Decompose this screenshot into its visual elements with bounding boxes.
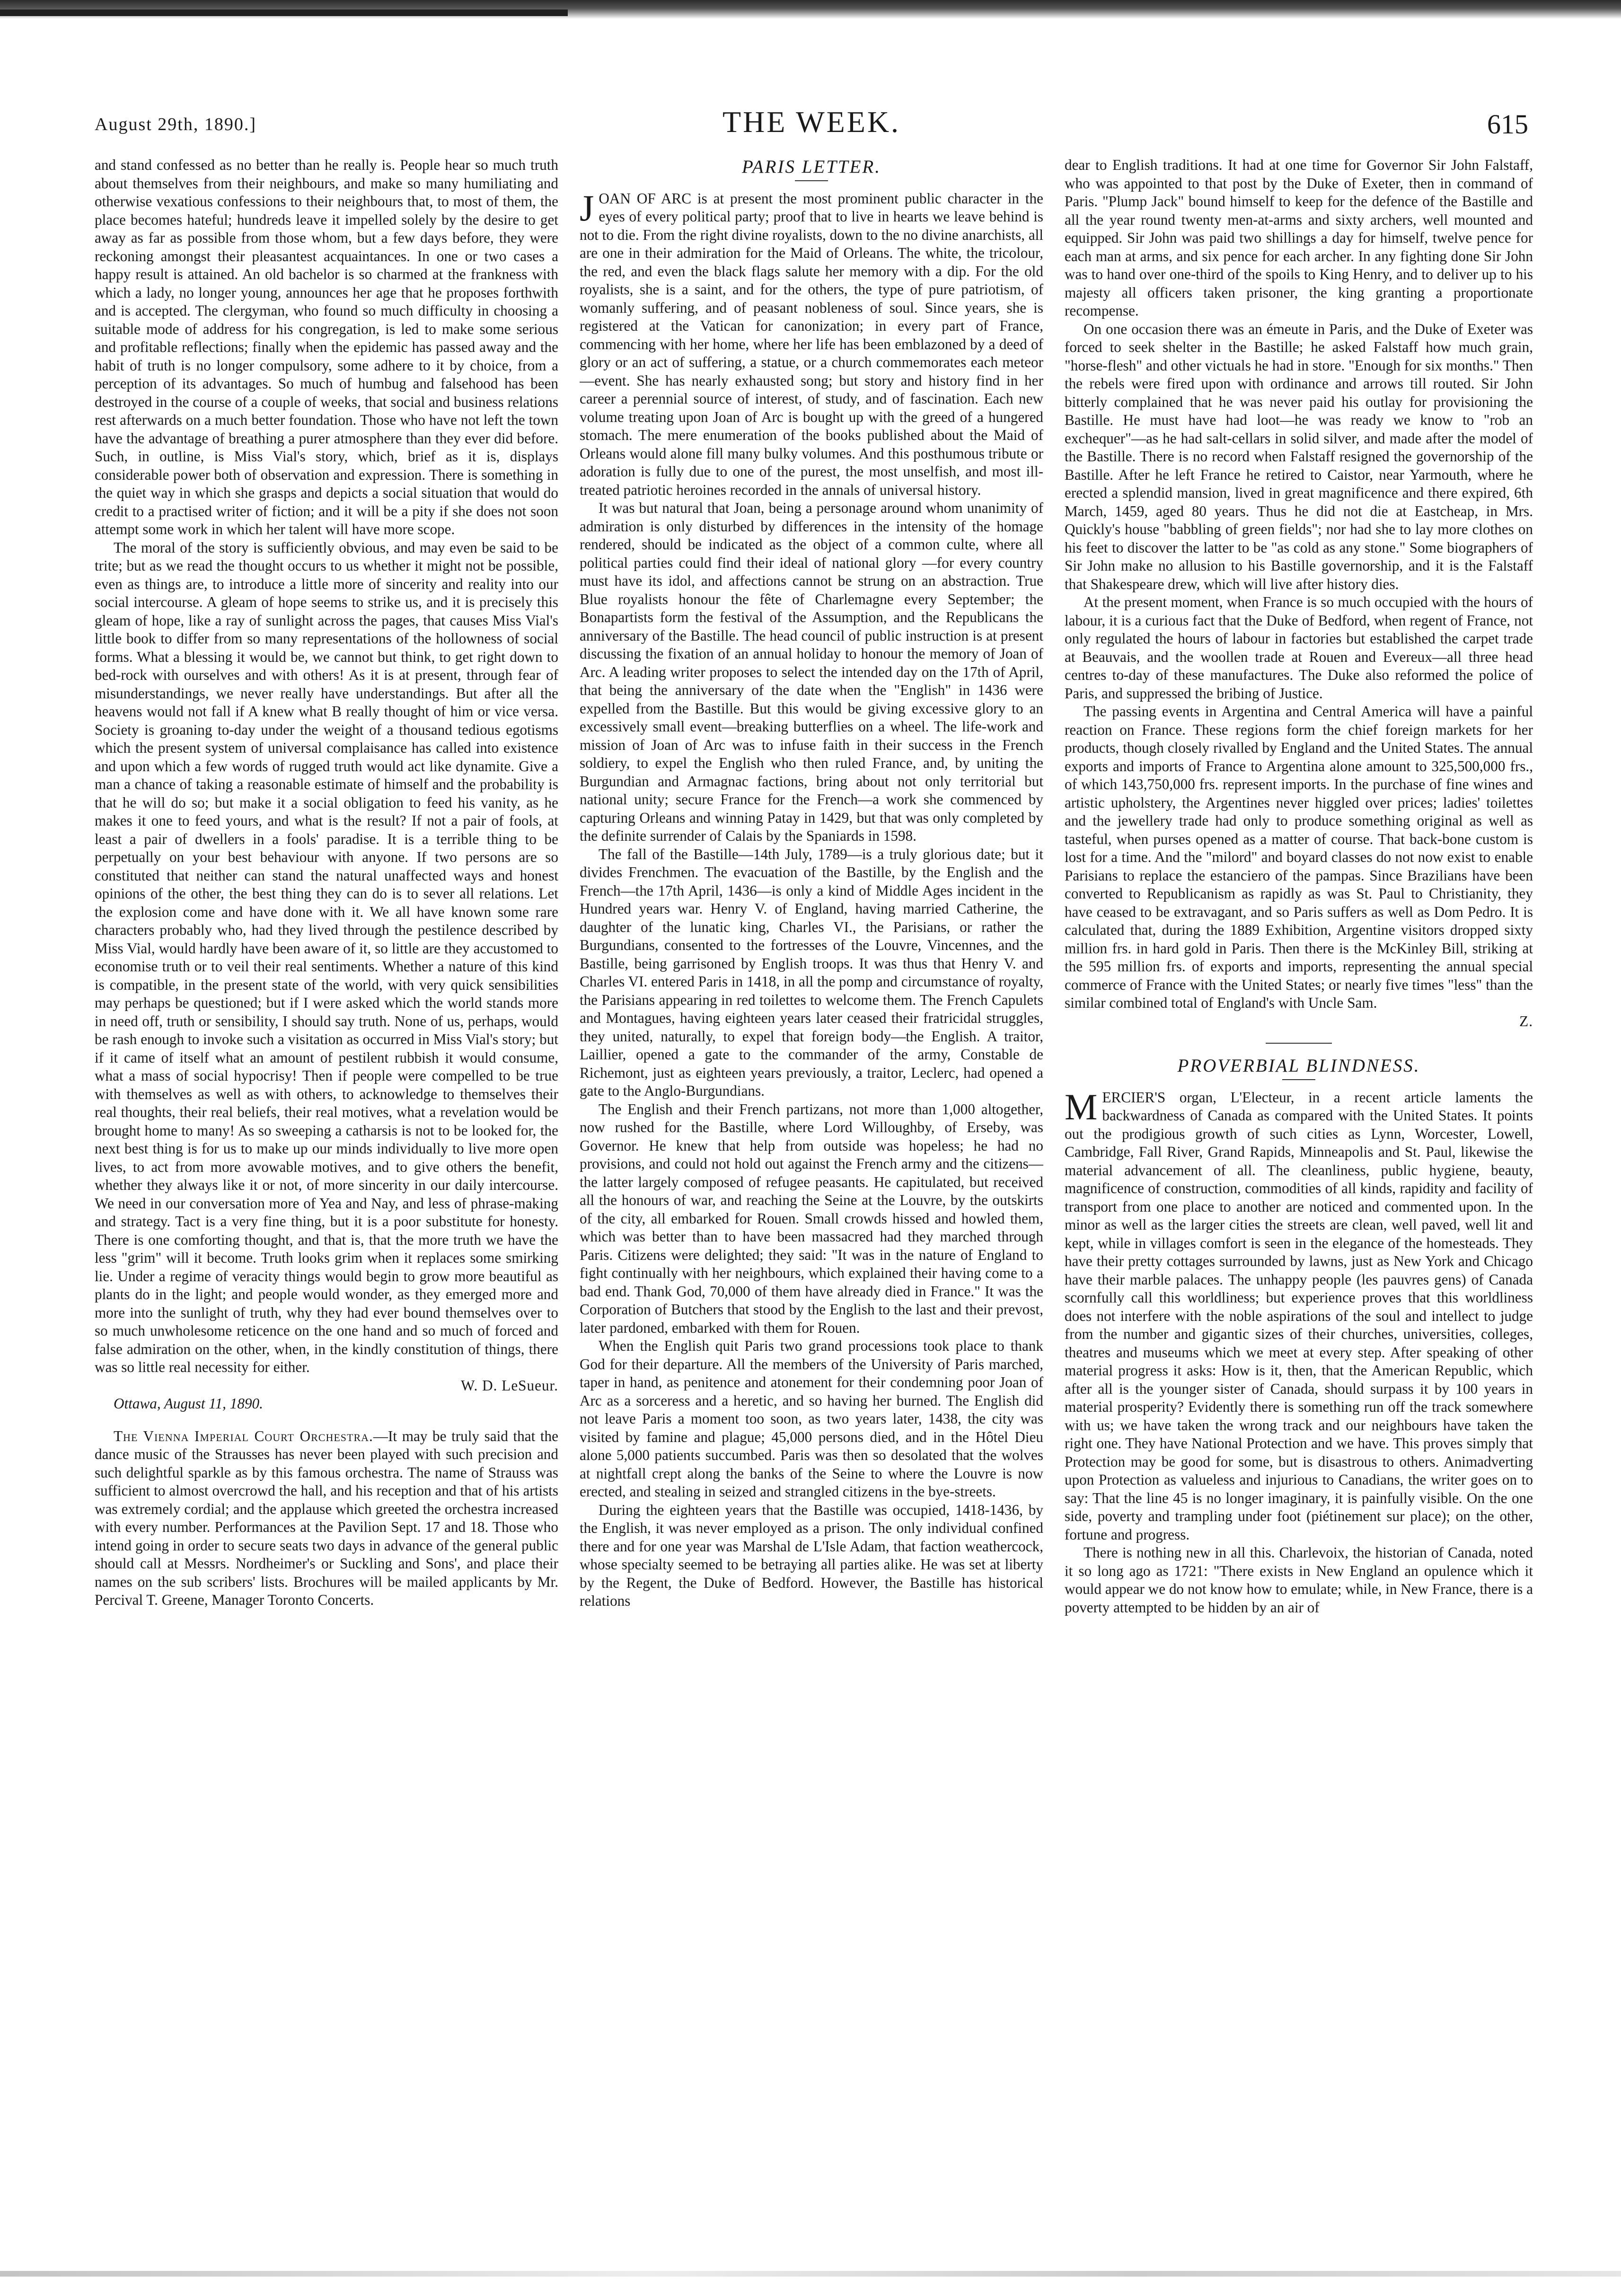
orchestra-notice xyxy=(95,1427,558,1610)
orchestra-notice-lead: The Vienna Imperial Court Orchestra. xyxy=(114,1427,373,1444)
paragraph: At the present moment, when France is so much occupied with the hours of labour, it is a curious fact that the Duke of Bedford, when regent of France, not only regulated the hours of labour in factories but established the carpet trade at Beauvais, and the woollen trade at Rouen and Evereux—all three head centres to-day of these manufactures. The Duke also reformed the police of Paris, and suppressed the bribing of Justice. xyxy=(1065,594,1533,702)
publication-title: THE WEEK. xyxy=(722,105,901,139)
orchestra-notice-text: —It may be truly said that the dance music of the Strausses has never been played with such precision and such delightful sparkle as by this famous orchestra. The name of Strauss was sufficient to almost overcrowd the hall, and his reception and that of his artists was extremely cordial; and the applause which greeted the orchestra increased with every number. Performances at the Pavilion Sept. 17 and 18. Those who intend going in order to secure seats two days in advance of the general public should call at Messrs. Nordheimer's or Suckling and Sons', and place their names on the sub scribers' lists. Brochures will be mailed applicants by Mr. Percival T. Greene, Manager Toronto Concerts. xyxy=(95,1427,558,1608)
paragraph: When the English quit Paris two grand processions took place to thank God for their departure. All the members of the University of Paris marched, taper in hand, as penitence and atonement for their condemning poor Joan of Arc as a sorceress and a heretic, and so having her burned. The English did not leave Paris a moment too soon, as two years later, 1438, the city was visited by famine and plague; 45,000 persons died, and in the Hôtel Dieu alone 5,000 patients succumbed. Paris was then so desolated that the wolves at nightfall crept along the banks of the Seine to where the Louvre is now erected, and stealing in seized and strangled citizens in the bye-streets. xyxy=(580,1337,1043,1500)
section-rule xyxy=(1266,1043,1332,1044)
column-1 xyxy=(95,156,558,2257)
column-3 xyxy=(1065,156,1533,2257)
paragraph: and stand confessed as no better than he really is. People hear so much truth about themselves from their neighbours, and make so many humiliating and otherwise vexatious confessions to their neighbours that, to most of them, the place becomes hateful; hundreds leave it impelled solely by the desire to get away as far as possible from those whom, but a few days before, they were reckoning amongst their pleasantest acquaintances. In one or two cases a happy result is attained. An old bachelor is so charmed at the frankness with which a lady, no longer young, announces her age that he proposes forthwith and is accepted. The clergyman, who found so much difficulty in choosing a suitable mode of address for his congregation, is led to make some serious and profitable reflections; finally when the epidemic has passed away and the habit of truth is no longer compulsory, some adhere to it by choice, from a perception of its advantages. So much of humbug and falsehood has been destroyed in the course of a couple of weeks, that social and business relations rest afterwards on a much better foundation. Those who have not left the town have the advantage of breathing a purer atmosphere than they ever did before. Such, in outline, is Miss Vial's story, which, brief as it is, displays considerable power both of observation and expression. There is something in the quiet way in which she grasps and depicts a social situation that would do credit to a practised writer of fiction; and it will be a pity if she does not soon attempt some work in which her talent will have more scope. xyxy=(95,157,558,537)
paragraph: The passing events in Argentina and Central America will have a painful reaction on France. These regions form the chief foreign markets for her products, though closely rivalled by England and the United States. The annual exports and imports of France to Argentina alone amount to 325,500,000 frs., of which 143,750,000 frs. represent imports. In the purchase of fine wines and artistic upholstery, the Argentines never higgled over prices; ladies' toilettes and the jewellery trade had only to produce something original as well as tasteful, when purses opened as a matter of course. That back-bone custom is lost for a time. And the "milord" and boyard classes do not now exist to enable Parisians to replace the estanciero of the pampas. Since Brazilians have been converted to Republicanism as rapidly as was St. Paul to Christianity, they have ceased to be extravagant, and so Paris suffers as well as Dom Pedro. It is calculated that, during the 1889 Exhibition, Argentine visitors dropped sixty million frs. in hard gold in Paris. Then there is the McKinley Bill, striking at the 595 million frs. of exports and imports, representing the annual special commerce of France with the United States; or nearly five times "less" than the similar combined total of England's with Uncle Sam. xyxy=(1065,703,1533,1011)
proverbial-blindness-heading: PROVERBIAL BLINDNESS. xyxy=(1177,1056,1420,1076)
bottom-scan-band xyxy=(0,2271,1621,2277)
paragraph: MERCIER'S organ, L'Electeur, in a recent article laments the backwardness of Canada as compared with the United States. It points out the prodigious growth of such cities as Lynn, Worcester, Lowell, Cambridge, Fall River, Grand Rapids, Minneapolis and St. Paul, likewise the material advancement of all. The cleanliness, public hygiene, beauty, magnificence of construction, commodities of all kinds, rapidity and facility of transport from one place to another are noticed and commented upon. In the minor as well as the larger cities the streets are clean, well paved, well lit and kept, while in villages comfort is seen in the elegance of the homesteads. They have their pretty cottages surrounded by lawns, just as New York and Chicago have their marble palaces. The unhappy people (les pauvres gens) of Canada scornfully call this worldliness; but experience proves that this worldliness does not interfere with the noble aspirations of the soul and intellect to judge from the number and gigantic sizes of their churches, universities, colleges, theatres and museums which we meet at every step. After speaking of other material progress it asks: How is it, then, that the American Republic, which after all is the younger sister of Canada, should surpass it by 100 years in material prosperity? Evidently there is something run off the track somewhere with us; we have taken the wrong track and our neighbours have taken the right one. They have National Protection and we have. This proves simply that Protection may be good for some, but is disastrous to others. Animadverting upon Protection as valueless and injurious to Canadians, the writer goes on to say: That the line 45 is no longer imaginary, it is painfully visible. On the one side, poverty and trampling under foot (piétinement sur place); on the other, fortune and progress. xyxy=(1065,1086,1533,1543)
author-signature: W. D. LeSueur. xyxy=(460,1377,558,1394)
column-2 xyxy=(580,156,1043,2257)
paragraph: JOAN OF ARC is at present the most prominent public character in the eyes of every political party; proof that to live in hearts we leave behind is not to die. From the right divine royalists, down to the no divine anarchists, all are one in their admiration for the Maid of Orleans. The white, the tricolour, the red, and even the black flags salute her memory with a dip. For the old royalists, she is a saint, and for the others, the type of pure patriotism, of womanly suffering, and of peasant nobleness of soul. Since years, she is registered at the Vatican for canonization; in every part of France, commencing with her home, where her life has been emblazoned by a deed of glory or an act of suffering, a statue, or a church commemorates each meteor—event. She has nearly exhausted song; but story and history find in her career a perennial source of interest, of study, and of fascination. Each new volume treating upon Joan of Arc is bought up with the greed of a hungered stomach. The mere enumeration of the books published about the Maid of Orleans would alone fill many bulky volumes. And this posthumous tribute or adoration is fully due to one of the purest, the most unselfish, and most ill-treated patriotic heroines recorded in the annals of universal history. xyxy=(580,187,1043,498)
dateline: Ottawa, August 11, 1890. xyxy=(114,1395,263,1412)
paragraph: During the eighteen years that the Bastille was occupied, 1418-1436, by the English, it was never employed as a prison. The only individual confined there and for one year was Marshal de L'Isle Adam, that faction weathercock, whose specialty seemed to be betraying all parties alike. He was set at liberty by the Regent, the Duke of Bedford. However, the Bastille has historical relations xyxy=(580,1501,1043,1609)
paris-letter-heading: PARIS LETTER. xyxy=(742,157,881,177)
heading-rule xyxy=(795,180,828,181)
page-header xyxy=(95,102,1528,144)
top-scan-rule xyxy=(0,9,568,16)
paragraph: It was but natural that Joan, being a personage around whom unanimity of admiration is only disturbed by differences in the intensity of the homage rendered, should be indicated as the object of a common culte, where all political parties could find their ideal of national glory —for every country must have its idol, and affections cannot be strung on an abstraction. True Blue royalists honour the fête of Charlemagne every September; the Bonapartists form the festival of the Assumption, and the Republicans the anniversary of the Bastille. The head council of public instruction is at present discussing the fixation of an annual holiday to honour the memory of Joan of Arc. A leading writer proposes to select the intended day on the 17th of April, that being the anniversary of the date when the "English" in 1436 were expelled from the Bastille. But this would be giving excessive glory to an excessively small event—breaking butterflies on a wheel. The life-work and mission of Joan of Arc was to infuse faith in their success in the French soldiery, to expel the English who then ruled France, and, by uniting the Burgundian and Armagnac factions, bring about not only territorial but national unity; secure France for the French—a work she commenced by capturing Orleans and winning Patay in 1429, but that was only completed by the definite surrender of Calais by the Spaniards in 1598. xyxy=(580,500,1043,844)
paragraph: The fall of the Bastille—14th July, 1789—is a truly glorious date; but it divides Frenchmen. The evacuation of the Bastille, by the English and the French—the 17th April, 1436—is only a kind of Middle Ages incident in the Hundred years war. Henry V. of England, having married Catherine, the daughter of the lunatic king, Charles VI., the Parisians, or rather the Burgundians, consented to the fortresses of the Louvre, Vincennes, and the Bastille, being garrisoned by English troops. It was thus that Henry V. and Charles VI. entered Paris in 1418, in all the pomp and circumstance of royalty, the Parisians appearing in red toilettes to welcome them. The French Capulets and Montagues, having eighteen years later ceased their fratricidal struggles, they united, naturally, to expel that foreign body—the English. A traitor, Laillier, opened a gate to the commander of the army, Constable de Richemont, just as eighteen years previously, a traitor, Leclerc, had opened a gate to the Anglo-Burgundians. xyxy=(580,845,1043,1099)
paragraph: The English and their French partizans, not more than 1,000 altogether, now rushed for the Bastille, where Lord Willoughby, of Erseby, was Governor. He knew that help from outside was hopeless; he had no provisions, and could not hold out against the French army and the citizens—the latter largely composed of refugee peasants. He capitulated, but received all the honours of war, and reaching the Seine at the Louvre, by the outskirts of the city, all embarked for Rouen. Small crowds hissed and howled them, which was better than to have been massacred had they marched through Paris. Citizens were delighted; they said: "It was in the nature of England to fight continually with her neighbours, which explained their having come to a bad end. Thank God, 70,000 of them have already died in France." It was the Corporation of Butchers that stood by the English to the last and their prevost, later pardoned, embarked with them for Rouen. xyxy=(580,1100,1043,1336)
heading-rule xyxy=(1282,1079,1315,1080)
paragraph: On one occasion there was an émeute in Paris, and the Duke of Exeter was forced to seek shelter in the Bastille; he asked Falstaff how much grain, "horse-flesh" and other victuals he had in store. "Enough for six months." Then the rebels were fired upon with ordinance and arrows till routed. Sir John bitterly complained that he was never paid his outlay for provisioning the Bastille. He must have had loot—he was ready we know to "rob an exchequer"—as he had salt-cellars in solid silver, and made after the model of the Bastille. There is no record when Falstaff resigned the governorship of the Bastille. After he left France he retired to Caistor, near Yarmouth, where he erected a splendid mansion, lived in great magnificence and there expired, 6th March, 1459, aged 80 years. Thus he did not die at Eastcheap, in Mrs. Quickly's house "babbling of green fields"; nor had she to lay more clothes on his feet to discover the latter to be "as cold as any stone." Some biographers of Sir John make no allusion to his Bastille governorship, and it is the Falstaff that Shakespeare drew, which will live after history dies. xyxy=(1065,320,1533,592)
paragraph: The moral of the story is sufficiently obvious, and may even be said to be trite; but as we read the thought occurs to us whether it might not be possible, even as things are, to introduce a little more of sincerity and reality into our social intercourse. A gleam of hope seems to strike us, and it is precisely this gleam of hope, like a ray of sunlight across the pages, that causes Miss Vial's little book to differ from so many representations of the hollowness of social forms. What a blessing it would be, we cannot but think, to get right down to bed-rock with ourselves and with others! As it is at present, through fear of misunderstandings, we never really have understandings. But after all the heavens would not fall if A knew what B really thought of him or vice versa. Society is groaning to-day under the weight of a thousand tedious egotisms which the present system of universal complaisance has called into existence and upon which a few words of rugged truth would act like dynamite. Give a man a chance of taking a reasonable estimate of himself and the probability is that he will do so; but make it a social obligation to feed his vanity, as he makes it one to feed yours, and what is the result? If not a pair of fools, at least a pair of dwellers in a fools' paradise. It is a terrible thing to be perpetually on your best behaviour with anyone. If two persons are so constituted that neither can stand the natural unaffected ways and honest opinions of the other, the best thing they can do is to sever all relations. Let the explosion come and have done with it. We all have known some rare characters probably who, had they lived through the pestilence described by Miss Vial, would hardly have been aware of it, so little are they accustomed to economise truth or to veil their real sentiments. Whether a nature of this kind is compatible, in the present state of the world, with very quick sensibilities may perhaps be questioned; but if I were asked which the world stands more in need off, truth or sensibility, I should say truth. None of us, perhaps, would be rash enough to invoke such a visitation as occurred in Miss Vial's story; but if it came of itself what an amount of pestilent rubbish it would consume, what a mass of social hypocrisy! Then if people were compelled to be true with themselves as well as with others, to acknowledge to themselves their real thoughts, their real beliefs, their real motives, what a revelation would be brought home to many! As so sweeping a catharsis is not to be looked for, the next best thing is for us to make up our minds individually to live more open lives, to act from more avowable motives, and to give others the benefit, whether they always like it or not, of more sincerity in our daily intercourse. We need in our conversation more of Yea and Nay, and less of phrase-making and strategy. Tact is a very fine thing, but it is a poor substitute for honesty. There is one comforting thought, and that is, that the more truth we have the less "grim" will it become. Truth looks grim when it replaces some smirking lie. Under a regime of veracity things would begin to grow more beautiful as plants do in the light; and people would wonder, as they emerged more and more into the sunlight of truth, why they had ever bound themselves over to so much unwholesome reticence on the one hand and so much of forced and false admiration on the other, when, in the kindly constitution of things, there was so little real necessity for either. xyxy=(95,539,558,1375)
paragraph: There is nothing new in all this. Charlevoix, the historian of Canada, noted it so long ago as 1721: "There exists in New England an opulence which it would appear we do not know how to emulate; while, in New France, there is a poverty attempted to be hidden by an air of xyxy=(1065,1544,1533,1616)
page-number: 615 xyxy=(1487,109,1528,140)
issue-date: August 29th, 1890.] xyxy=(95,114,256,134)
paris-letter-signature: Z. xyxy=(1519,1012,1533,1029)
paragraph: dear to English traditions. It had at one time for Governor Sir John Falstaff, who was appointed to that post by the Duke of Exeter, then in command of Paris. "Plump Jack" bound himself to keep for the defence of the Bastille and all the year round twenty men-at-arms and sixty archers, well mounted and equipped. Sir John was paid two shillings a day for himself, twelve pence for each man at arms, and six pence for each archer. In any fighting done Sir John was to hand over one-third of the spoils to King Henry, and to deliver up to his majesty all officers taken prisoner, the king granting a proportionate recompense. xyxy=(1065,157,1533,319)
